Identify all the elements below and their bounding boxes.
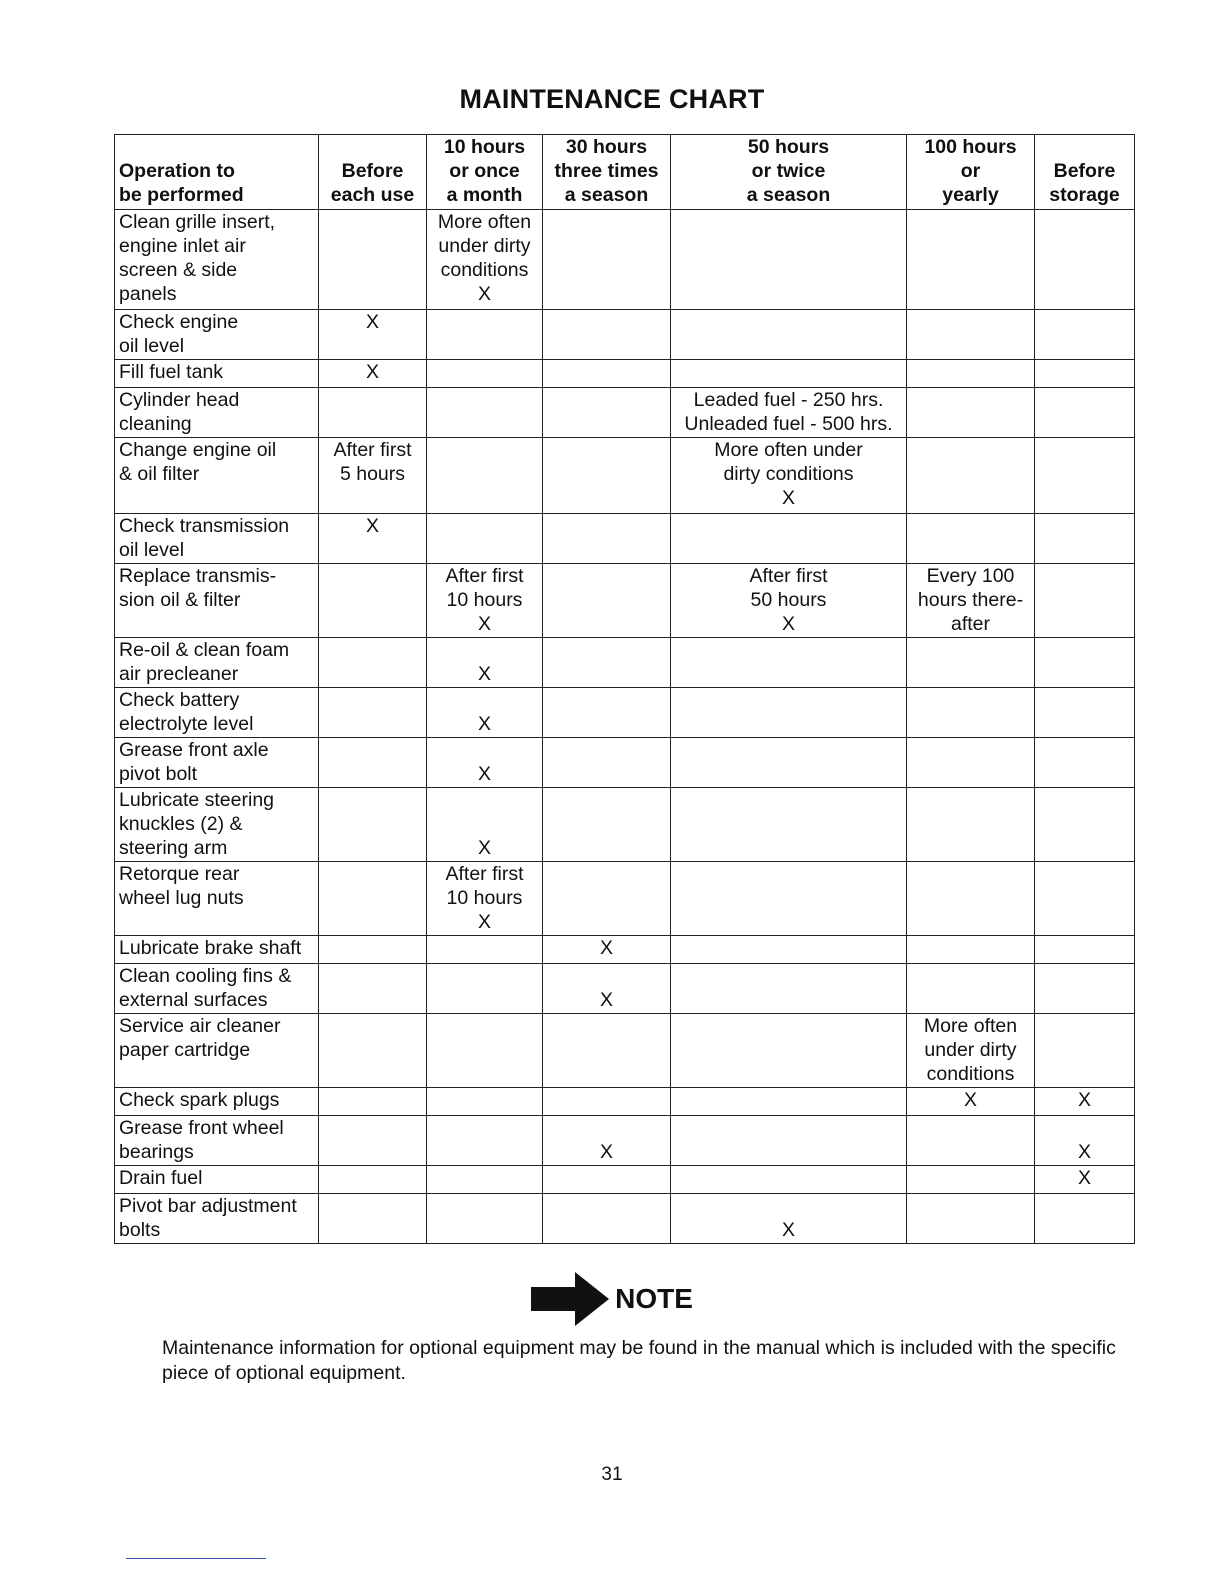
schedule-cell-50-hours [671,438,907,514]
cell-line: storage [1049,184,1120,206]
cell-line: 10 hours [443,136,526,158]
schedule-cell-30-hours [543,862,671,936]
column-header-100-hours [907,135,1035,210]
schedule-cell-100-hours [907,210,1035,310]
schedule-cell-before-storage [1035,862,1135,936]
schedule-cell-10-hours [427,862,543,936]
check-mark: X [599,937,613,959]
schedule-cell-10-hours [427,788,543,862]
cell-line: hours there- [917,589,1024,611]
schedule-cell-before-each-use [319,438,427,514]
cell-line: screen & side [119,259,238,281]
cell-line: bolts [119,1219,161,1241]
arrow-right-icon [531,1272,611,1326]
cell-line: panels [119,283,177,305]
check-mark: X [781,613,795,635]
cell-line: Clean cooling fins & [119,965,292,987]
check-mark: X [365,515,379,537]
schedule-cell-30-hours [543,788,671,862]
cell-line: Pivot bar adjustment [119,1195,297,1217]
column-header-10-hours [427,135,543,210]
cell-line: dirty conditions [723,463,854,485]
cell-line: a season [746,184,831,206]
schedule-cell-before-storage [1035,788,1135,862]
check-mark: X [1077,1141,1091,1163]
schedule-cell-50-hours [671,1088,907,1116]
schedule-cell-10-hours [427,1014,543,1088]
page-number: 31 [601,1464,623,1485]
schedule-cell-30-hours [543,688,671,738]
cell-line: or once [449,160,520,182]
schedule-cell-50-hours [671,936,907,964]
cell-line: Cylinder head [119,389,240,411]
schedule-cell-10-hours [427,964,543,1014]
schedule-cell-30-hours [543,360,671,388]
schedule-cell-30-hours [543,1088,671,1116]
cell-line: More often [923,1015,1018,1037]
schedule-cell-before-storage [1035,964,1135,1014]
cell-line: bearings [119,1141,194,1163]
table-row [115,964,1135,1014]
schedule-cell-before-storage [1035,1166,1135,1194]
schedule-cell-before-each-use [319,564,427,638]
operation-cell [115,862,319,936]
cell-line [1039,1116,1130,1140]
schedule-cell-50-hours [671,1194,907,1244]
cell-line: 10 hours [446,589,523,611]
schedule-cell-100-hours [907,360,1035,388]
schedule-cell-30-hours [543,936,671,964]
schedule-cell-10-hours [427,564,543,638]
schedule-cell-before-each-use [319,862,427,936]
check-mark: X [963,1089,977,1111]
cell-line [431,788,538,812]
schedule-cell-100-hours [907,638,1035,688]
table-row [115,564,1135,638]
cell-line: Check engine [119,311,239,333]
table-row [115,1166,1135,1194]
schedule-cell-before-each-use [319,638,427,688]
check-mark: X [477,713,491,735]
schedule-cell-100-hours [907,1166,1035,1194]
column-header-30-hours [543,135,671,210]
table-row [115,638,1135,688]
table-row [115,514,1135,564]
cell-line: 50 hours [747,136,830,158]
cell-line: sion oil & filter [119,589,241,611]
maintenance-chart-table [114,134,1135,1244]
schedule-cell-before-storage [1035,1116,1135,1166]
schedule-cell-before-each-use [319,738,427,788]
schedule-cell-30-hours [543,388,671,438]
schedule-cell-100-hours [907,788,1035,862]
cell-line: Retorque rear [119,863,240,885]
operation-cell [115,1166,319,1194]
schedule-cell-30-hours [543,1166,671,1194]
note-label: NOTE [615,1283,693,1314]
table-row [115,438,1135,514]
schedule-cell-before-storage [1035,1088,1135,1116]
table-row [115,360,1135,388]
schedule-cell-before-each-use [319,388,427,438]
operation-cell [115,1194,319,1244]
check-mark: X [1077,1089,1091,1111]
schedule-cell-50-hours [671,1166,907,1194]
schedule-cell-before-storage [1035,438,1135,514]
cell-line: each use [330,184,415,206]
schedule-cell-100-hours [907,1194,1035,1244]
cell-line: wheel lug nuts [119,887,244,909]
schedule-cell-30-hours [543,514,671,564]
table-row [115,862,1135,936]
schedule-cell-10-hours [427,1088,543,1116]
cell-line: 100 hours [924,136,1017,158]
cell-line [431,638,538,662]
check-mark: X [365,311,379,333]
check-mark: X [477,911,491,933]
schedule-cell-50-hours [671,1116,907,1166]
check-mark: X [477,663,491,685]
schedule-cell-50-hours [671,964,907,1014]
cell-line: & oil filter [119,463,200,485]
schedule-cell-30-hours [543,438,671,514]
schedule-cell-50-hours [671,564,907,638]
schedule-cell-before-each-use [319,1014,427,1088]
operation-cell [115,210,319,310]
schedule-cell-before-storage [1035,936,1135,964]
operation-cell [115,388,319,438]
schedule-cell-before-storage [1035,514,1135,564]
cell-line: Grease front wheel [119,1117,284,1139]
check-mark: X [477,613,491,635]
schedule-cell-before-each-use [319,964,427,1014]
table-row [115,688,1135,738]
schedule-cell-50-hours [671,310,907,360]
note-heading [0,1272,1224,1326]
schedule-cell-before-each-use [319,688,427,738]
cell-line: Unleaded fuel - 500 hrs. [684,413,893,435]
schedule-cell-before-storage [1035,1014,1135,1088]
operation-cell [115,360,319,388]
schedule-cell-100-hours [907,564,1035,638]
cell-line: Lubricate steering [119,789,275,811]
cell-line: Operation to [119,160,235,182]
check-mark: X [781,1219,795,1241]
schedule-cell-10-hours [427,310,543,360]
schedule-cell-100-hours [907,688,1035,738]
check-mark: X [1077,1167,1091,1189]
schedule-cell-100-hours [907,862,1035,936]
schedule-cell-before-each-use [319,788,427,862]
schedule-cell-before-storage [1035,564,1135,638]
cell-line: a month [446,184,523,206]
schedule-cell-50-hours [671,738,907,788]
check-mark: X [365,361,379,383]
schedule-cell-30-hours [543,964,671,1014]
operation-cell [115,788,319,862]
column-header-before-storage [1035,135,1135,210]
schedule-cell-before-each-use [319,310,427,360]
schedule-cell-50-hours [671,862,907,936]
cell-line [431,812,538,836]
cell-line: 30 hours [565,136,648,158]
cell-line [547,964,666,988]
cell-line: under dirty [438,235,531,257]
table-row [115,1088,1135,1116]
cell-line [547,1116,666,1140]
schedule-cell-before-storage [1035,360,1135,388]
schedule-cell-before-storage [1035,388,1135,438]
cell-line: knuckles (2) & [119,813,243,835]
column-header-operation [115,135,319,210]
cell-line: Leaded fuel - 250 hrs. [693,389,884,411]
schedule-cell-50-hours [671,210,907,310]
table-row [115,1116,1135,1166]
check-mark: X [477,837,491,859]
cell-line: Drain fuel [119,1167,203,1189]
check-mark: X [477,763,491,785]
cell-line: After first [333,439,412,461]
schedule-cell-before-each-use [319,360,427,388]
schedule-cell-100-hours [907,1014,1035,1088]
schedule-cell-30-hours [543,210,671,310]
cell-line: Check battery [119,689,240,711]
cell-line: external surfaces [119,989,268,1011]
cell-line: three times [554,160,659,182]
schedule-cell-before-storage [1035,638,1135,688]
schedule-cell-30-hours [543,310,671,360]
cell-line [431,738,538,762]
cell-line: conditions [926,1063,1015,1085]
cell-line: Every 100 [926,565,1015,587]
schedule-cell-before-each-use [319,1116,427,1166]
cell-line: paper cartridge [119,1039,251,1061]
table-row [115,1014,1135,1088]
schedule-cell-30-hours [543,738,671,788]
cell-line: after [950,613,991,635]
note-text: Maintenance information for optional equipment may be found in the manual which is included with the specific piece of optional equipment. [162,1337,1116,1384]
schedule-cell-before-each-use [319,936,427,964]
column-header-before-each-use [319,135,427,210]
cell-line: Check spark plugs [119,1089,280,1111]
schedule-cell-10-hours [427,1166,543,1194]
schedule-cell-10-hours [427,1116,543,1166]
cell-line: steering arm [119,837,228,859]
operation-cell [115,1088,319,1116]
schedule-cell-50-hours [671,788,907,862]
schedule-cell-100-hours [907,964,1035,1014]
schedule-cell-50-hours [671,688,907,738]
operation-cell [115,738,319,788]
cell-line: be performed [119,184,244,206]
schedule-cell-50-hours [671,1014,907,1088]
schedule-cell-50-hours [671,638,907,688]
operation-cell [115,564,319,638]
cell-line: oil level [119,539,185,561]
schedule-cell-10-hours [427,638,543,688]
schedule-cell-100-hours [907,388,1035,438]
cell-line: Before [341,160,404,182]
operation-cell [115,1014,319,1088]
cell-line: More often [437,211,532,233]
cell-line: or [960,160,981,182]
schedule-cell-50-hours [671,360,907,388]
schedule-cell-10-hours [427,388,543,438]
schedule-cell-10-hours [427,514,543,564]
operation-cell [115,514,319,564]
cell-line: Before [1053,160,1116,182]
page-title: MAINTENANCE CHART [459,84,765,114]
schedule-cell-before-each-use [319,1194,427,1244]
cell-line: electrolyte level [119,713,254,735]
cell-line: 50 hours [750,589,827,611]
cell-line: oil level [119,335,185,357]
cell-line: air precleaner [119,663,239,685]
cell-line: pivot bolt [119,763,198,785]
cell-line: engine inlet air [119,235,246,257]
schedule-cell-10-hours [427,738,543,788]
schedule-cell-before-each-use [319,1166,427,1194]
operation-cell [115,438,319,514]
schedule-cell-10-hours [427,210,543,310]
table-row [115,936,1135,964]
table-row [115,788,1135,862]
operation-cell [115,1116,319,1166]
check-mark: X [599,1141,613,1163]
schedule-cell-30-hours [543,1194,671,1244]
cell-line: Service air cleaner [119,1015,281,1037]
schedule-cell-before-storage [1035,738,1135,788]
schedule-cell-10-hours [427,360,543,388]
cell-line: Lubricate brake shaft [119,937,302,959]
schedule-cell-50-hours [671,388,907,438]
header-row [115,135,1135,210]
schedule-cell-before-each-use [319,1088,427,1116]
table-row [115,388,1135,438]
cell-line: Check transmission [119,515,290,537]
column-header-50-hours [671,135,907,210]
schedule-cell-30-hours [543,1014,671,1088]
table-row [115,1194,1135,1244]
schedule-cell-100-hours [907,310,1035,360]
check-mark: X [599,989,613,1011]
cell-line: After first [445,565,524,587]
schedule-cell-before-storage [1035,210,1135,310]
operation-cell [115,964,319,1014]
schedule-cell-100-hours [907,936,1035,964]
cell-line: conditions [440,259,529,281]
schedule-cell-10-hours [427,438,543,514]
operation-cell [115,936,319,964]
schedule-cell-before-storage [1035,310,1135,360]
schedule-cell-100-hours [907,438,1035,514]
cell-line: More often under [714,439,863,461]
cell-line [431,688,538,712]
operation-cell [115,310,319,360]
schedule-cell-100-hours [907,1088,1035,1116]
operation-cell [115,638,319,688]
cell-line: under dirty [924,1039,1017,1061]
table-row [115,738,1135,788]
schedule-cell-50-hours [671,514,907,564]
schedule-cell-10-hours [427,688,543,738]
table-row [115,310,1135,360]
check-mark: X [477,283,491,305]
cell-line: 10 hours [446,887,523,909]
cell-line: Clean grille insert, [119,211,276,233]
cell-line: 5 hours [339,463,406,485]
schedule-cell-100-hours [907,514,1035,564]
schedule-cell-10-hours [427,936,543,964]
cell-line: Replace transmis- [119,565,277,587]
schedule-cell-before-storage [1035,1194,1135,1244]
cell-line: a season [564,184,649,206]
schedule-cell-before-storage [1035,688,1135,738]
cell-line: Fill fuel tank [119,361,224,383]
check-mark: X [781,487,795,509]
schedule-cell-30-hours [543,564,671,638]
cell-line: After first [749,565,828,587]
cell-line: yearly [942,184,999,206]
schedule-cell-100-hours [907,738,1035,788]
cell-line: After first [445,863,524,885]
schedule-cell-before-each-use [319,514,427,564]
footer-rule [126,1558,266,1559]
cell-line: cleaning [119,413,192,435]
schedule-cell-100-hours [907,1116,1035,1166]
schedule-cell-30-hours [543,638,671,688]
schedule-cell-30-hours [543,1116,671,1166]
cell-line [675,1194,902,1218]
cell-line: or twice [751,160,826,182]
chart-body [115,210,1135,1244]
table-row [115,210,1135,310]
schedule-cell-10-hours [427,1194,543,1244]
cell-line: Change engine oil [119,439,277,461]
schedule-cell-before-each-use [319,210,427,310]
cell-line: Re-oil & clean foam [119,639,290,661]
operation-cell [115,688,319,738]
cell-line: Grease front axle [119,739,269,761]
